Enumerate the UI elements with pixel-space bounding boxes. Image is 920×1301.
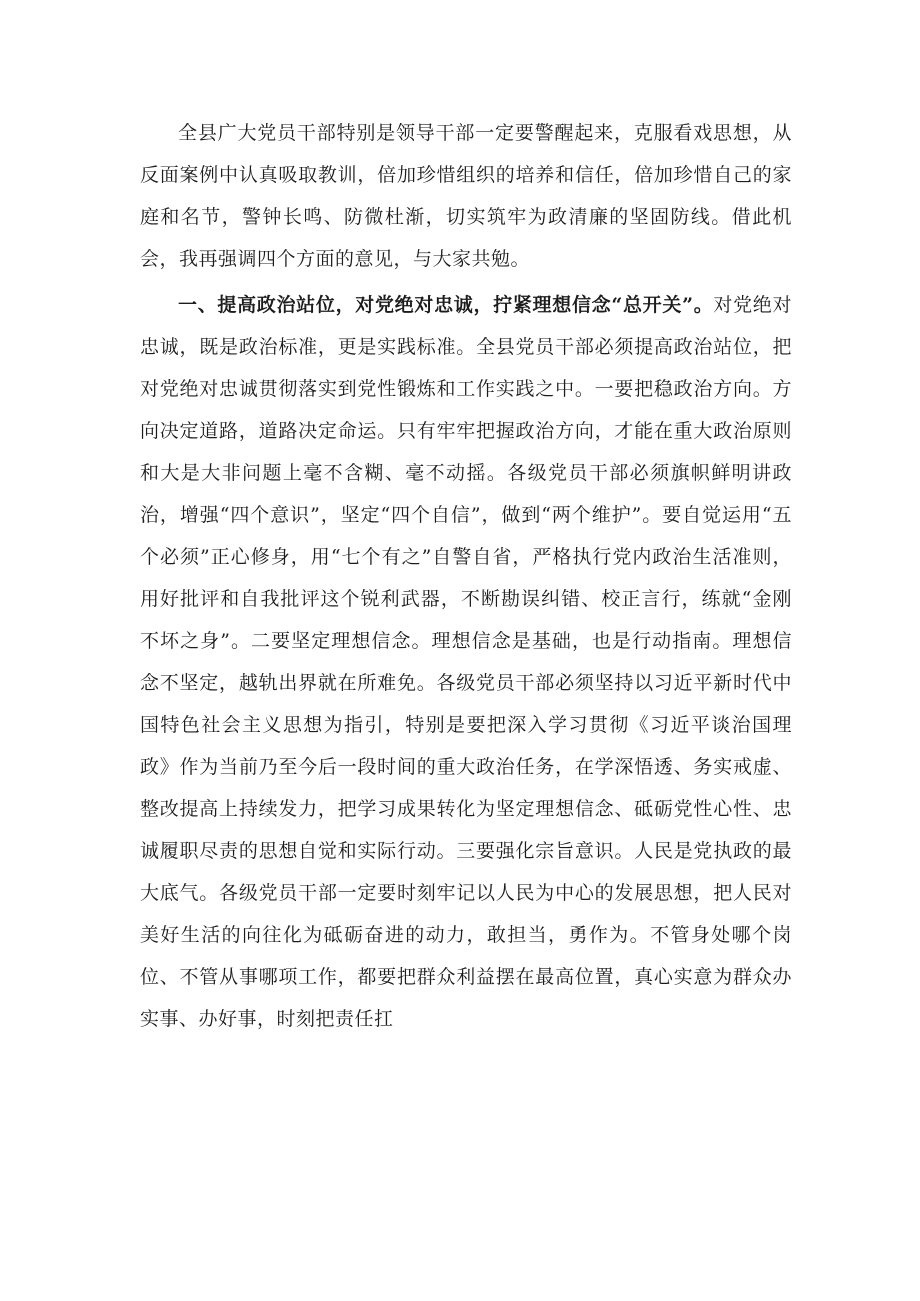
document-body: [140, 112, 792, 1044]
paragraph-section-one: [140, 284, 792, 1040]
paragraph-intro: [140, 112, 792, 280]
section-one-text: 对党绝对忠诚，既是政治标准，更是实践标准。全县党员干部必须提高政治站位，把对党绝对忠诚贯彻落实到党性锻炼和工作实践之中。一要把稳政治方向。方向决定道路，道路决定命运。只有牢牢把握政治方向，才能在重大政治原则和大是大非问题上毫不含糊、毫不动摇。各级党员干部必须旗帜鲜明讲政治，增强“四个意识”，坚定“四个自信”，做到“两个维护”。要自觉运用“五个必须”正心修身，用“七个有之”自警自省，严格执行党内政治生活准则，用好批评和自我批评这个锐利武器，不断勘误纠错、校正言行，练就“金刚不坏之身”。二要坚定理想信念。理想信念是基础，也是行动指南。理想信念不坚定，越轨出界就在所难免。各级党员干部必须坚持以习近平新时代中国特色社会主义思想为指引，特别是要把深入学习贯彻《习近平谈治国理政》作为当前乃至今后一段时间的重大政治任务，在学深悟透、务实戒虚、整改提高上持续发力，把学习成果转化为坚定理想信念、砥砺党性心性、忠诚履职尽责的思想自觉和实际行动。三要强化宗旨意识。人民是党执政的最大底气。各级党员干部一定要时刻牢记以人民为中心的发展思想，把人民对美好生活的向往化为砥砺奋进的动力，敢担当，勇作为。不管身处哪个岗位、不管从事哪项工作，都要把群众利益摆在最高位置，真心实意为群众办实事、办好事，时刻把责任扛: [140, 294, 792, 1030]
paragraph-intro-text: 全县广大党员干部特别是领导干部一定要警醒起来，克服看戏思想，从反面案例中认真吸取教训，倍加珍惜组织的培养和信任，倍加珍惜自己的家庭和名节，警钟长鸣、防微杜渐，切实筑牢为政清廉的坚固防线。借此机会，我再强调四个方面的意见，与大家共勉。: [140, 122, 792, 270]
section-one-heading: 一、提高政治站位，对党绝对忠诚，拧紧理想信念“总开关”。: [178, 294, 714, 316]
